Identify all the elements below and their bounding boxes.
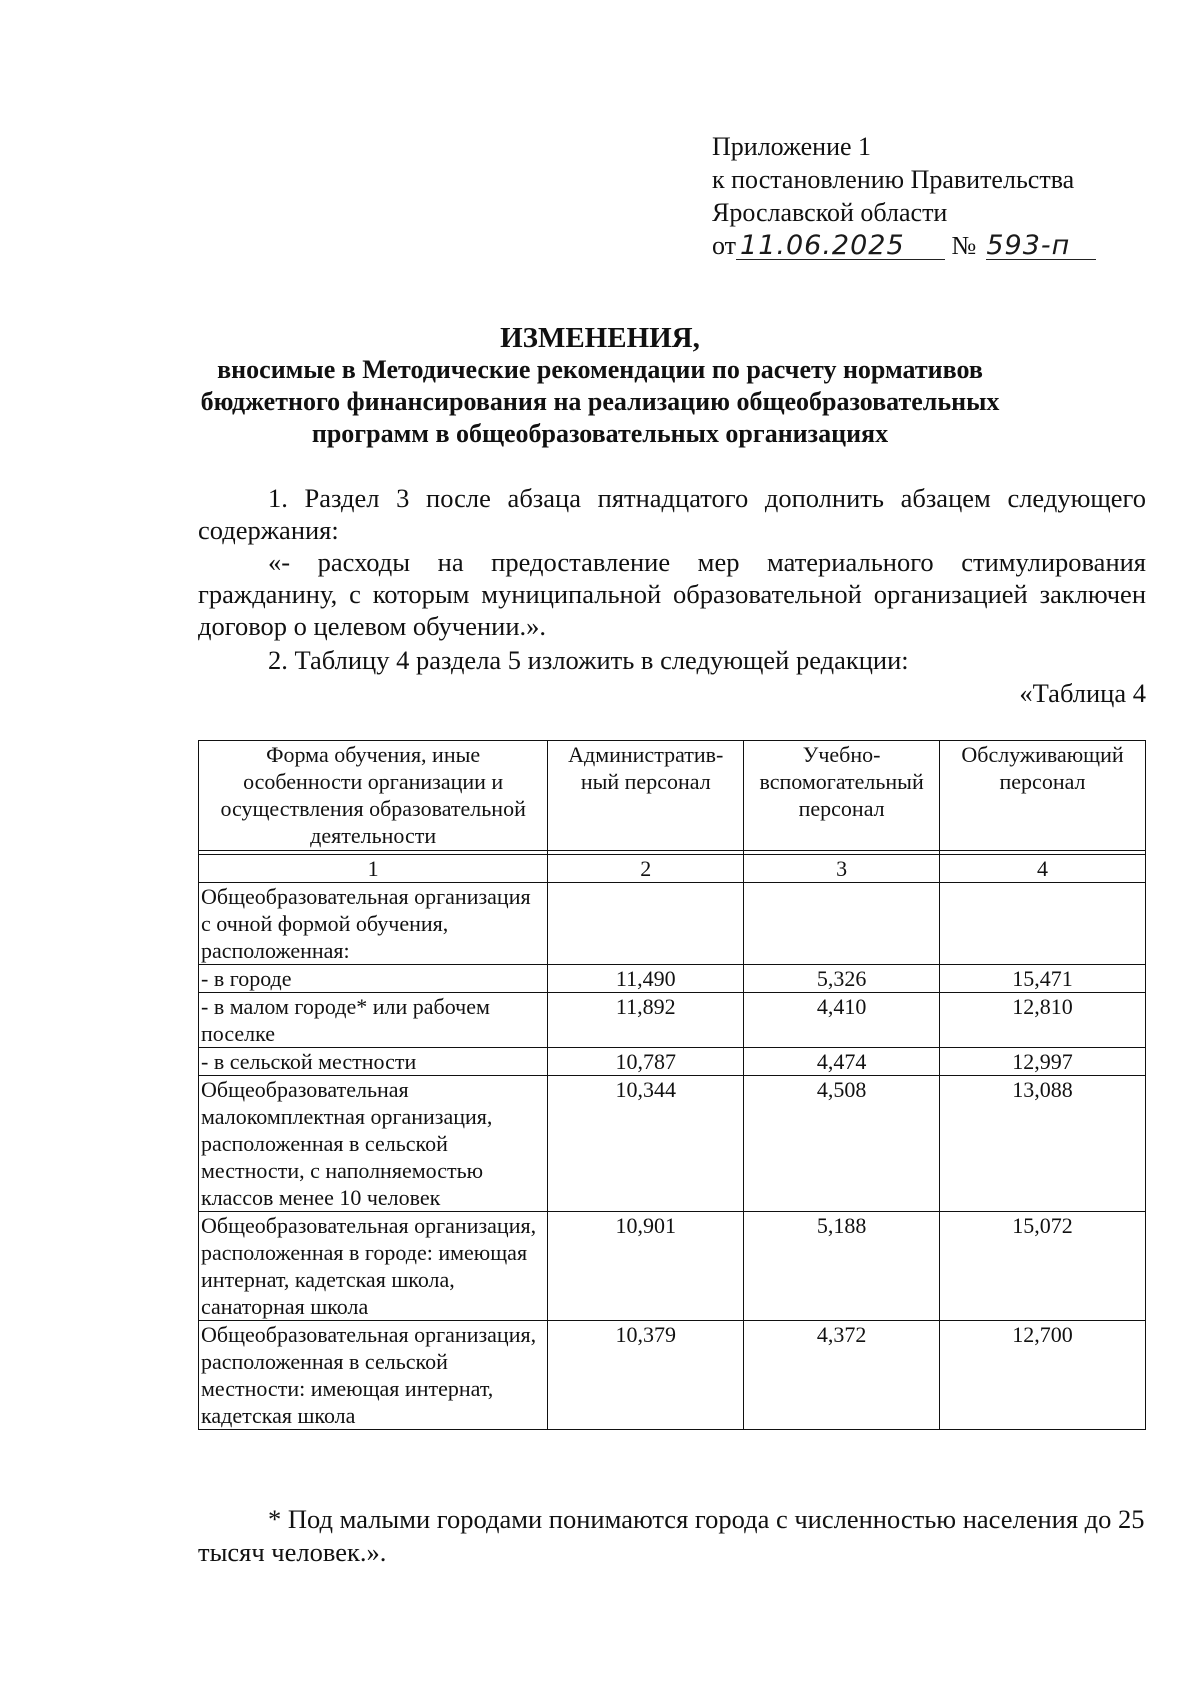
appendix-title: Приложение 1 <box>712 132 872 161</box>
title-line-2: вносимые в Методические рекомендации по расчету нормативов <box>217 355 983 384</box>
number-prefix: № <box>951 231 977 260</box>
paragraph-1: 1. Раздел 3 после абзаца пятнадцатого дополнить абзацем следующего содержания: <box>198 483 1146 545</box>
row-label: Общеобразовательная малокомплектная организация, расположенная в сельской местности, с наполняемостью классов менее 10 человек <box>199 1076 548 1212</box>
header-service: Обслуживающий персонал <box>940 741 1146 851</box>
table-row <box>199 965 1146 993</box>
row-label: - в сельской местности <box>199 1048 548 1076</box>
admin-value: 10,344 <box>548 1076 744 1212</box>
date-prefix: от <box>712 231 737 260</box>
service-value: 15,471 <box>940 965 1146 993</box>
table-row <box>199 1212 1146 1321</box>
appendix-region-line: Ярославской области <box>712 198 948 227</box>
table-row <box>199 993 1146 1048</box>
support-value: 4,474 <box>744 1048 940 1076</box>
col-num-2: 2 <box>548 855 744 883</box>
service-value: 12,997 <box>940 1048 1146 1076</box>
header-admin: Административ- ный персонал <box>548 741 744 851</box>
service-value: 12,700 <box>940 1321 1146 1430</box>
document-title <box>0 322 1200 450</box>
title-main: ИЗМЕНЕНИЯ, <box>500 322 700 354</box>
table-row-group <box>199 883 1146 965</box>
support-value: 5,326 <box>744 965 940 993</box>
handwritten-date: 11.06.2025 <box>736 233 945 260</box>
service-value: 13,088 <box>940 1076 1146 1212</box>
header-form: Форма обучения, иные особенности организации и осуществления образовательной деятельности <box>199 741 548 851</box>
table-row <box>199 1321 1146 1430</box>
row-label: - в городе <box>199 965 548 993</box>
support-value: 4,508 <box>744 1076 940 1212</box>
col-num-3: 3 <box>744 855 940 883</box>
service-value: 12,810 <box>940 993 1146 1048</box>
support-value: 4,372 <box>744 1321 940 1430</box>
appendix-block <box>712 130 1096 262</box>
appendix-date-number-line <box>712 229 1096 262</box>
footnote: * Под малыми городами понимаются города с численностью населения до 25 тысяч человек.». <box>198 1504 1145 1567</box>
norms-table <box>198 740 1146 1430</box>
table-row <box>199 1048 1146 1076</box>
row-label: Общеобразовательная организация, расположенная в городе: имеющая интернат, кадетская школа, санаторная школа <box>199 1212 548 1321</box>
service-value: 15,072 <box>940 1212 1146 1321</box>
row-label: - в малом городе* или рабочем поселке <box>199 993 548 1048</box>
table-header-row <box>199 741 1146 851</box>
admin-value: 10,379 <box>548 1321 744 1430</box>
col-num-1: 1 <box>199 855 548 883</box>
column-number-row <box>199 855 1146 883</box>
admin-value: 11,892 <box>548 993 744 1048</box>
admin-value: 11,490 <box>548 965 744 993</box>
group-label: Общеобразовательная организация с очной формой обучения, расположенная: <box>199 883 548 965</box>
handwritten-number: 593-п <box>986 233 1096 260</box>
paragraph-3: 2. Таблицу 4 раздела 5 изложить в следующей редакции: <box>268 645 909 675</box>
table-row <box>199 1076 1146 1212</box>
header-support: Учебно- вспомогательный персонал <box>744 741 940 851</box>
support-value: 5,188 <box>744 1212 940 1321</box>
title-line-3: бюджетного финансирования на реализацию общеобразовательных <box>200 387 1000 416</box>
admin-value: 10,787 <box>548 1048 744 1076</box>
support-value: 4,410 <box>744 993 940 1048</box>
appendix-resolution-line: к постановлению Правительства <box>712 165 1075 194</box>
row-label: Общеобразовательная организация, расположенная в сельской местности: имеющая интернат, кадетская школа <box>199 1321 548 1430</box>
table-caption: «Таблица 4 <box>1019 678 1146 708</box>
paragraph-2: «- расходы на предоставление мер материального стимулирования гражданину, с которым муниципальной образовательной организацией заключен договор о целевом обучении.». <box>198 547 1146 641</box>
title-line-4: программ в общеобразовательных организациях <box>311 419 889 448</box>
col-num-4: 4 <box>940 855 1146 883</box>
admin-value: 10,901 <box>548 1212 744 1321</box>
